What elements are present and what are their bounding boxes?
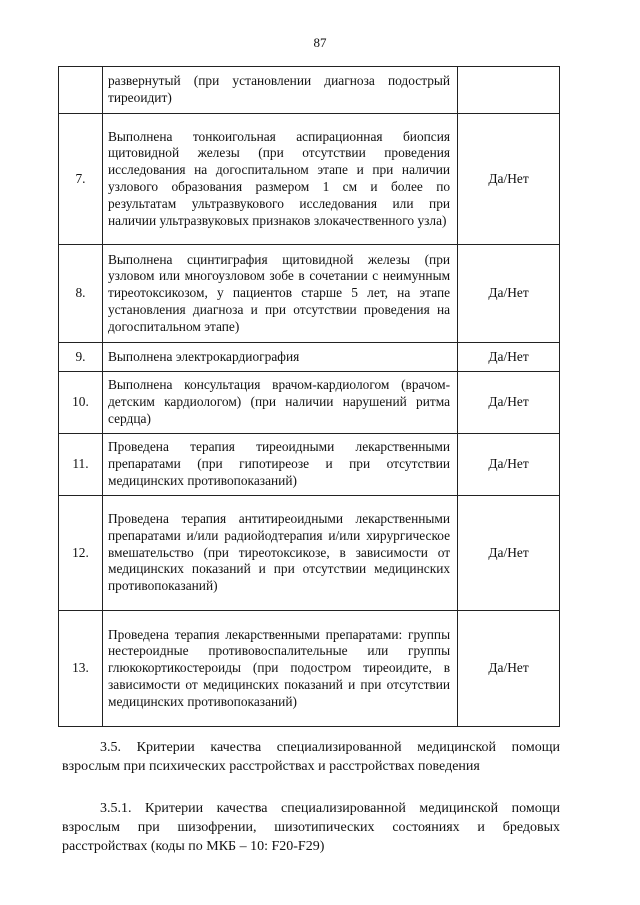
criteria-table [58, 66, 560, 727]
section-3-5-heading [62, 738, 560, 776]
criterion-answer: Да/Нет [458, 343, 560, 372]
section-3-5-text: 3.5. Критерии качества специализированной медицинской помощи взрослым при психических расстройствах и расстройствах поведения [62, 740, 560, 774]
page-number: 87 [313, 35, 327, 50]
row-number: 11. [59, 434, 103, 496]
table-row [59, 496, 560, 611]
criterion-text: Выполнена электрокардиография [102, 343, 457, 372]
criterion-answer [458, 67, 560, 114]
criterion-answer: Да/Нет [458, 434, 560, 496]
criterion-answer: Да/Нет [458, 372, 560, 434]
table-row [59, 372, 560, 434]
criterion-answer: Да/Нет [458, 496, 560, 611]
row-number: 10. [59, 372, 103, 434]
table-row [59, 343, 560, 372]
row-number [59, 67, 103, 114]
criterion-text: Проведена терапия тиреоидными лекарственными препаратами (при гипотиреозе и при отсутствии медицинских противопоказаний) [102, 434, 457, 496]
section-3-5-1-text: 3.5.1. Критерии качества специализированной медицинской помощи взрослым при шизофрении, шизотипических состояниях и бредовых расстройствах (коды по МКБ – 10: F20-F29) [62, 801, 560, 854]
criterion-text: Выполнена тонкоигольная аспирационная биопсия щитовидной железы (при отсутствии проведения исследования на догоспитальном этапе и при наличии узлового образования размером 1 см и более по результатам ультразвукового исследования или при наличии ультразвуковых признаков злокачественного узла) [102, 114, 457, 245]
row-number: 12. [59, 496, 103, 611]
criterion-text: Проведена терапия лекарственными препаратами: группы нестероидные противовоспалительные или группы глюкокортикостероиды (при подостром тиреоидите, в зависимости от медицинских показаний и при отсутствии медицинских противопоказаний) [102, 611, 457, 727]
table-row [59, 114, 560, 245]
criterion-text: Выполнена консультация врачом-кардиологом (врачом-детским кардиологом) (при наличии нарушений ритма сердца) [102, 372, 457, 434]
criterion-text: Выполнена сцинтиграфия щитовидной железы (при узловом или многоузловом зобе в сочетании с неимунным тиреотоксикозом, у пациентов старше 5 лет, на этапе установления диагноза и при отсутствии проведения на догоспитальном этапе) [102, 245, 457, 343]
row-number: 9. [59, 343, 103, 372]
table-row [59, 611, 560, 727]
row-number: 7. [59, 114, 103, 245]
row-number: 8. [59, 245, 103, 343]
table-row [59, 434, 560, 496]
criterion-text: Проведена терапия антитиреоидными лекарственными препаратами и/или радиойодтерапия и/или хирургическое вмешательство (при тиреотоксикозе, в зависимости от медицинских показаний и при отсутствии медицинских противопоказаний) [102, 496, 457, 611]
table-row [59, 67, 560, 114]
criterion-answer: Да/Нет [458, 114, 560, 245]
criterion-answer: Да/Нет [458, 611, 560, 727]
row-number: 13. [59, 611, 103, 727]
section-3-5-1-heading [62, 799, 560, 856]
criterion-text: развернутый (при установлении диагноза подострый тиреоидит) [102, 67, 457, 114]
criterion-answer: Да/Нет [458, 245, 560, 343]
table-row [59, 245, 560, 343]
